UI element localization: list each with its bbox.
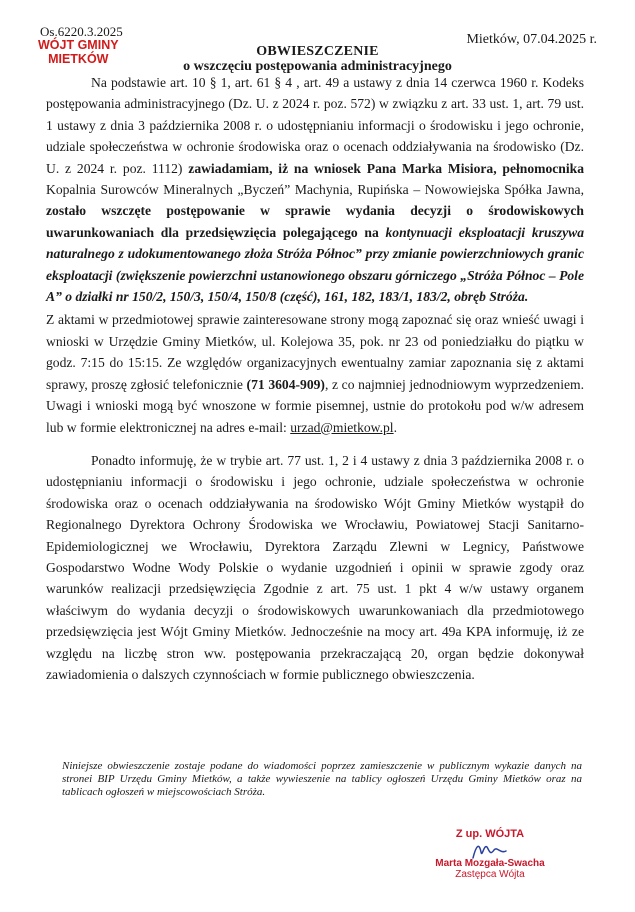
text-run: Na podstawie art. 10 § 1, art. 61 § 4 , art. 49 a ustawy z dnia 14 czerwca 1960 r. Kodeks postępowania administracyjnego (Dz. U. z 2024 r. poz. 572) w związku z art. 33 ust. 1, art. 79 ust. 1 ustawy z dnia 3 października 2008 r. o udostępnianiu informacji o środowisku i jego ochronie, udziale społeczeństwa w ochronie środowiska oraz o ocenach oddziaływania na środowisko (Dz. U. z 2024 r. poz. 1112) <box>46 75 584 176</box>
place-and-date: Mietków, 07.04.2025 r. <box>466 32 597 47</box>
paragraph-legal-basis <box>46 72 584 307</box>
text-run: . <box>393 419 397 435</box>
bold-italic-run: kontynuacji eksploatacji kruszywa naturalnego z udokumentowanego złoża Stróża Północ” przy zmianie powierzchniowych granic eksploatacji (zwiększenie powierzchni ustanowionego obszaru górniczego „Stróża Północ – Pole A” o działki nr 150/2, 150/3, 150/4, 150/8 (część), 161, 182, 183/1, 183/2, obręb Stróża. <box>46 224 584 305</box>
reference-number: Os.6220.3.2025 <box>40 24 123 39</box>
issuer-line-1: WÓJT GMINY <box>38 38 119 52</box>
document-body <box>46 72 584 685</box>
text-run: , z co najmniej jednodniowym wyprzedzeniem. Uwagi i wnioski mogą być wnoszone w formie pisemnej, ustnie do protokołu pod w/w adresem lub w formie elektronicznej na adres e-mail: <box>46 376 585 435</box>
issuer-line-2: MIETKÓW <box>48 52 109 66</box>
bold-run: zostało wszczęte postępowanie w sprawie wydania decyzji o środowiskowych uwarunkowaniach dla przedsięwzięcia polegającego na <box>46 203 584 240</box>
document-subtitle: o wszczęciu postępowania administracyjnego <box>183 59 452 74</box>
document-title: OBWIESZCZENIE <box>256 44 379 59</box>
email-link[interactable]: urzad@mietkow.pl <box>290 419 394 435</box>
text-run: Kopalnia Surowców Mineralnych „Byczeń” Machynia, Rupińska – Nowowiejska Spółka Jawna, <box>46 182 584 198</box>
paragraph-further-information: Ponadto informuję, że w trybie art. 77 ust. 1, 2 i 4 ustawy z dnia 3 października 2008 r. o udostępnianiu informacji o środowisku i jego ochronie, udziale społeczeństwa w ochronie środowiska oraz o ocenach oddziaływania na środowisko Wójt Gminy Mietków wystąpił do Regionalnego Dyrektora Ochrony Środowiska we Wrocławiu, Powiatowej Stacji Sanitarno-Epidemiologicznej we Wrocławiu, Dyrektora Zarządu Zlewni w Legnicy, Państwowe Gospodarstwo Wodne Wody Polskie o wydanie uzgodnień i opinii w sprawie zgody oraz warunków realizacji przedsięwzięcia Zgodnie z art. 75 ust. 1 pkt 4 w/w ustawy organem właściwym do wydania decyzji o środowiskowych uwarunkowaniach dla przedmiotowego przedsięwzięcia jest Wójt Gminy Mietków. Jednocześnie na mocy art. 49a KPA informuję, iż ze względu na liczbę stron ww. postępowania przekraczającą 20, organ będzie dokonywał zawiadomienia o dalszych czynnościach w formie publicznego obwieszczenia. <box>46 452 584 682</box>
phone-number: (71 3604-909) <box>246 376 325 392</box>
signatory-role: Zastępca Wójta <box>455 869 525 880</box>
signatory-name: Marta Mozgała-Swacha <box>435 858 545 869</box>
paragraph-access-to-files <box>46 309 584 437</box>
bold-run: zawiadamiam, iż na wniosek Pana Marka Misiora, pełnomocnika <box>188 160 584 176</box>
handwritten-signature-icon <box>470 838 510 864</box>
publication-note: Niniejsze obwieszczenie zostaje podane do wiadomości poprzez zamieszczenie w publicznym wykazie danych na stronei BIP Urzędu Gminy Mietków, a także wywieszenie na tablicy ogłoszeń Urzędu Gminy Mietków oraz na tablicach ogłoszeń w miejscowościach Stróża. <box>62 760 582 798</box>
text-run: Z aktami w przedmiotowej sprawie zainteresowane strony mogą zapoznać się oraz wnieść uwagi i wnioski w Urzędzie Gminy Mietków, ul. Kolejowa 35, pok. nr 23 od poniedziałku do piątku w godz. 7:15 do 15:15. Ze względów organizacyjnych ewentualny zamiar zapoznania się z aktami sprawy, proszę zgłosić telefonicznie <box>46 312 584 392</box>
signature-authority: Z up. WÓJTA <box>455 828 525 840</box>
